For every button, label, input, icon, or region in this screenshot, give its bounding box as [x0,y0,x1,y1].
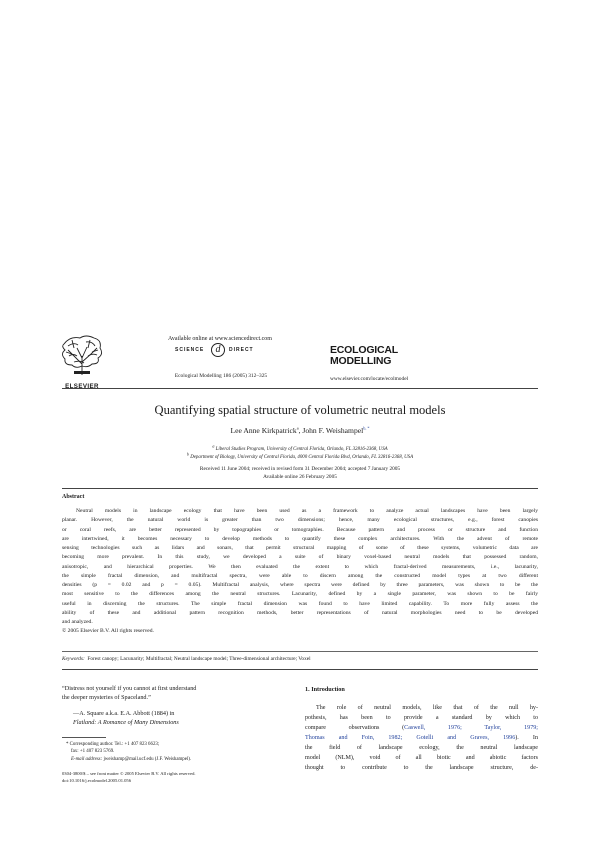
abstract-top-divider [62,488,538,489]
journal-title [330,345,450,367]
corresponding-footnote [62,741,242,763]
author-name: Lee Anne Kirkpatrick [230,426,297,435]
elsevier-logo [60,334,104,390]
sciencedirect-right: DIRECT [229,347,254,353]
epigraph-source: Flatland: A Romance of Many Dimensions [73,719,179,727]
journal-title-line-2: MODELLING [330,355,392,367]
abstract-line: are intertwined, it becomes necessary to develop methods to quantify these complex architectures. With the advent of remote [62,535,538,542]
abstract-line: or coral reefs, are better represented by topographies or tomographies. Because pattern and process or structure and function [62,526,538,533]
abstract-line: Neutral models in landscape ecology that have been used as a framework to analyze actual landscapes have been largely [76,508,538,514]
intro-line: compare observations (Caswell, 1976; Taylor, 1979; [305,725,538,731]
citation-link[interactable]: Caswell, 1976; Taylor, 1979; [404,725,538,731]
abstract-line: sensing technologies such as lidars and sonars, that permit structural mapping of some of these systems, volumetric data are [62,545,538,551]
intro-line: the field of landscape ecology, the neutral landscape [305,745,538,751]
abstract-heading: Abstract [62,494,85,500]
citation-link[interactable]: Thomas and Foin, 1982; Gotelli and Graves, 1996 [305,735,516,741]
epigraph-quote-line: “Distress not yourself if you cannot at first understand [62,685,197,692]
issn-block [62,770,292,784]
abstract-line: most sensitive to the differences among the neutral structures. Lacunarity, defined by a single parameter, was shown to be fairly [62,591,538,598]
corresponding-author-line: * Corresponding author. Tel.: +1 407 823 6623; [66,742,160,747]
fax-line: fax: +1 407 823 5769. [71,749,115,755]
epigraph-attribution: —A. Square a.k.a. E.A. Abbott (1884) in [73,709,175,717]
journal-title-line-1: ECOLOGICAL [330,344,398,356]
article-dates [60,465,540,481]
abstract-line: and analyzed. [62,619,93,625]
abstract-line: ability of these and additional pattern recognition methods, better representations of natural morphologies need to be developed [62,609,538,616]
journal-reference: Ecological Modelling 186 (2005) 312–325 [174,373,268,379]
paper-title: Quantifying spatial structure of volumetric neutral models [154,403,446,417]
keywords-top-divider [62,651,538,652]
keywords-text: Forest canopy; Lacunarity; Multifractal; Neutral landscape model; Three-dimensional architecture; Voxel [87,656,311,662]
affiliations [60,443,540,461]
abstract-line: densities (p = 0.02 and p = 0.05). Multifractal analysis, where spectra were defined by three parameters, was shown to be the [62,582,538,588]
sciencedirect-d-icon: d [211,343,225,357]
online-date: Available online 26 February 2005 [263,474,337,480]
abstract-line: becoming more prevalent. In this study, we developed a suite of binary voxel-based neutral models that possessed random, [62,554,538,561]
keywords-bottom-divider [62,669,538,670]
abstract-line: anisotropic, and hierarchical properties. We then evaluated the extent to which fractal-derived measurements, i.e., lacunarity, [62,563,538,570]
intro-line: thought to contribute to the landscape structure, de- [305,765,538,771]
affiliation-b: $^b$ Department of Biology, University of Central Florida, 4000 Central Florida Blvd, Orlando, FL 32816-2368, USA [186,450,414,460]
intro-body [305,703,538,773]
abstract-line: planar. However, the natural world is greater than two dimensions; hence, many ecological structures, e.g., forest canopies [62,517,538,524]
journal-url[interactable]: www.elsevier.com/locate/ecolmodel [330,376,409,382]
keywords-line [62,656,538,662]
email-label: E-mail address: [71,756,103,762]
author-affiliation-mark: a [296,425,299,431]
author-name: John F. Weishampel [302,426,364,435]
issn-line: 0304-3800/$ – see front matter © 2005 Elsevier B.V. All rights reserved. [62,771,196,776]
email-address[interactable]: jweishamp@mail.ucf.edu (J.F. Weishampel). [103,756,192,762]
intro-line: Thomas and Foin, 1982; Gotelli and Graves, 1996). In [305,735,538,741]
intro-line: model (NLM), void of all biotic and abiotic factors [305,755,538,761]
intro-line: The role of neutral models, like that of the null hy- [316,705,538,711]
author-affiliation-mark[interactable]: b, * [363,425,370,431]
copyright-line: © 2005 Elsevier B.V. All rights reserved. [62,628,154,635]
footnote-divider [62,737,106,738]
abstract-line: the simple fractal dimension, and multifractal spectra, were able to discern among the constructed model types at two different [62,572,538,579]
keywords-label: Keywords: [62,656,85,662]
sciencedirect-left: SCIENCE [175,347,205,353]
header-divider [62,388,538,389]
affiliation-a: $^a$ Liberal Studies Program, University of Central Florida, Orlando, FL 32816-2368, USA [212,443,388,452]
author-list: Lee Anne Kirkpatrick$^a$, John F. Weishampel$^{b, *}$ [230,425,370,435]
elsevier-wordmark: ELSEVIER [65,383,99,390]
sciencedirect-logo [175,344,275,358]
intro-heading: 1. Introduction [305,686,345,693]
received-dates: Received 11 June 2004; received in revised form 31 December 2004; accepted 7 January 2005 [199,466,401,472]
epigraph-quote-line: the deeper mysteries of Spaceland.” [62,694,151,702]
epigraph [62,684,238,728]
doi-line: doi:10.1016/j.ecolmodel.2005.01.056 [62,778,132,784]
elsevier-tree-icon [60,334,104,376]
available-online-line: Available online at www.sciencedirect.com [168,336,272,342]
intro-line: pothesis, has been to provide a standard by which to [305,715,538,721]
abstract-line: useful in discerning the structures. The simple fractal dimension was found to have limited capability. To more fully assess the [62,600,538,607]
abstract-body [62,507,538,637]
